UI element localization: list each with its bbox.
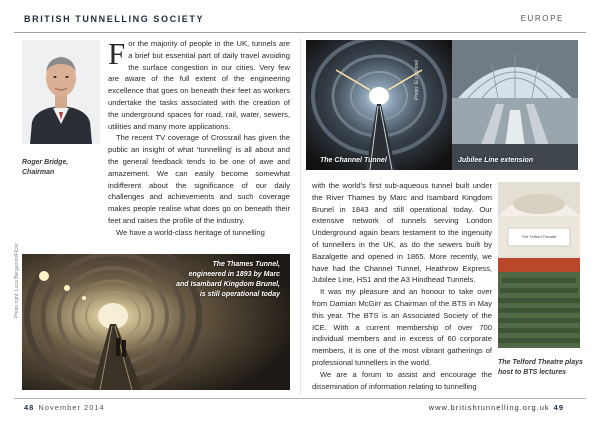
thames-photo-credit: Photo right: Luca Bergamini/Flickr — [14, 242, 20, 318]
jubilee-line-photo — [452, 40, 578, 170]
footer-rule — [14, 398, 586, 399]
section-label: EUROPE — [520, 14, 564, 23]
article-paragraph: It was my pleasure and an honour to take over from Damian McGirr as Chairman of the BTS in May this year. The BTS is an Associated Society of the ICE. With a current membership of over 700 individual members and in excess of 60 corporate members, it is one of the most vibrant gatherings of professional tunnellers in the world. — [312, 287, 492, 367]
drop-cap: F — [108, 36, 126, 71]
portrait-caption — [22, 158, 102, 178]
article-paragraph: We have a world-class heritage of tunnelling — [116, 227, 265, 237]
channel-caption: The Channel Tunnel — [320, 157, 387, 164]
telford-theatre-illustration — [498, 182, 580, 348]
page-number-right: 49 — [553, 403, 564, 412]
article-paragraph: The recent TV coverage of Crossrail has given the public an insight of what ‘tunnelling’ is all about and the general feedback tends to be one of awe and amazement. We can easily become somewhat indifferent about the significance of our daily challenges and achievements and such coverage makes people realise what does go on beneath their feet and raises the profile of the industry. — [108, 133, 290, 225]
header-rule — [14, 32, 586, 33]
article-paragraph: with the world’s first sub-aqueous tunnel built under the River Thames by Marc and Isambard Kingdom Brunel in 1843 and still operational today. Our extensive network of tunnels serving London Underground again bears testament to the ingenuity of tunnellers in the UK, as do the sewers built by Bazalgette and opened in 1865. More recently, we have had the Channel Tunnel, Heathrow Express, Jubilee Line, HS1 and the A3 Hindhead Tunnels. — [312, 181, 492, 285]
article-column-1 — [108, 38, 290, 239]
telford-theatre-photo — [498, 182, 580, 348]
issue-date: November 2014 — [38, 403, 105, 412]
channel-photo-credit: Photo: Eurotunnel — [413, 59, 420, 100]
page-gutter — [300, 38, 301, 394]
society-title: BRITISH TUNNELLING SOCIETY — [24, 14, 205, 24]
portrait-role: Chairman — [22, 169, 55, 176]
article-paragraph: For the majority of people in the UK, tunnels are a brief but essential part of daily travel avoiding the surface congestion in our cities. Very few are aware of the full extent of the engineering excellence that goes on beneath their feet as workers undertake the tasks associated with the creation of the underground spaces for road, rail, water, sewers, utilities and many more applications. — [108, 36, 290, 131]
article-paragraph: We are a forum to assist and encourage the dissemination of information relating to tunnelling — [312, 369, 492, 391]
channel-tunnel-illustration — [306, 40, 452, 170]
portrait-name: Roger Bridge, — [22, 159, 69, 166]
telford-screen-text: The Telford Theatre — [521, 234, 557, 239]
telford-caption: The Telford Theatre plays host to BTS lectures — [498, 359, 583, 376]
jubilee-caption: Jubilee Line extension — [458, 157, 534, 164]
thames-caption: The Thames Tunnel, engineered in 1893 by Marc and Isambard Kingdom Brunel, is still operational today — [176, 261, 280, 298]
portrait-illustration — [22, 40, 100, 144]
channel-tunnel-photo — [306, 40, 452, 170]
article-column-2 — [312, 180, 492, 392]
portrait-photo — [22, 40, 100, 144]
footer-left — [24, 403, 105, 412]
page-number-left: 48 — [24, 403, 35, 412]
jubilee-line-illustration — [452, 40, 578, 170]
footer-right — [429, 403, 564, 412]
thames-tunnel-photo — [22, 254, 290, 390]
website-url: www.britishtunnelling.org.uk — [428, 403, 550, 412]
